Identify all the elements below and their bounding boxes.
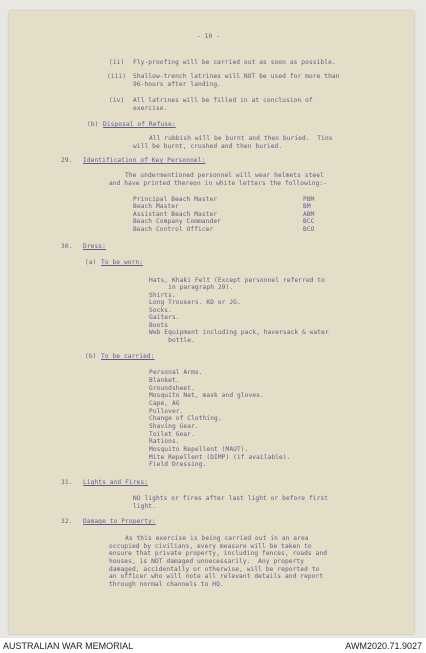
worn-item: Gaiters.: [149, 314, 180, 321]
worn-item: Shirts.: [149, 292, 176, 299]
carried-item: Field Dressing.: [149, 461, 207, 468]
personnel-role: Assistant Beach Master: [133, 211, 218, 218]
carried-item: Mite Repellent (DIMP) (if available).: [149, 454, 291, 461]
footer-source: AUSTRALIAN WAR MEMORIAL: [3, 641, 134, 651]
para-iii-line1: Shallow-trench latrines will NOT be used for more than: [133, 73, 340, 80]
section-32-heading: Damage to Property:: [83, 518, 156, 525]
section-32-line: an officer who will note all relevant details and report: [109, 573, 324, 580]
para-iii-line2: 96-hours after landing.: [133, 81, 221, 88]
worn-item: Long Trousers. KD or JG.: [149, 299, 241, 306]
sub-a-number: (a): [85, 259, 97, 266]
personnel-code: BCC: [303, 218, 315, 225]
carried-item: Shaving Gear.: [149, 423, 199, 430]
section-31-line1: NO lights or fires after last light or before first: [133, 495, 329, 502]
footer-accession-number: AWM2020.71.9027: [345, 641, 422, 651]
para-iv-line1: All latrines will be filled in at conclusion of: [133, 97, 313, 104]
section-29-heading: Identification of Key Personnel:: [83, 157, 206, 164]
section-32-line: houses, is NOT damaged unnecessarily. Any property: [109, 558, 305, 565]
section-32-line: through normal channels to HQ.: [109, 581, 224, 588]
section-32-line: As this exercise is being carried out in an area: [125, 535, 309, 542]
section-32-line: occupied by civilians, every measure will be taken to: [109, 543, 312, 550]
carried-item: Mosquito Repellent (MAUT).: [149, 446, 249, 453]
section-32-line: damaged, accidentally or otherwise, will be reported to: [109, 566, 320, 573]
worn-item: Hats, Khaki Felt (Except personnel referred to: [149, 277, 325, 284]
personnel-code: ABM: [303, 211, 315, 218]
carried-item: Change of Clothing.: [149, 415, 222, 422]
para-ii-text: Fly-proofing will be carried out as soon as possible.: [133, 59, 336, 66]
section-31-heading: Lights and Fires:: [83, 479, 149, 486]
personnel-role: Beach Master: [133, 203, 179, 210]
carried-item: Rations.: [149, 438, 180, 445]
para-iv-number: (iv): [109, 97, 125, 104]
personnel-role: Beach Company Commander: [133, 218, 221, 225]
section-32-line: ensure that private property, including fences, roads and: [109, 550, 328, 557]
personnel-code: BCO: [303, 226, 315, 233]
document-page: [9, 11, 414, 634]
carried-item: Groundsheet.: [149, 385, 195, 392]
section-29-number: 29.: [61, 157, 73, 164]
section-30-heading: Dress:: [83, 243, 106, 250]
para-b-number: (b): [87, 121, 99, 128]
worn-item: bottle.: [149, 337, 195, 344]
carried-item: Personal Arms.: [149, 369, 203, 376]
section-29-line1: The undermentioned personnel will wear helmets steel: [125, 172, 324, 179]
para-b-line2: will be burnt, crushed and then buried.: [133, 143, 283, 150]
sub-b-heading: To be carried:: [101, 353, 155, 360]
para-iv-line2: exercise.: [133, 105, 168, 112]
carried-item: Toilet Gear.: [149, 431, 195, 438]
section-31-number: 31.: [61, 479, 73, 486]
carried-item: Mosquito Net, mask and gloves.: [149, 392, 264, 399]
worn-item: Web Equipment including pack, haversack & water: [149, 329, 329, 336]
worn-item: Boots: [149, 322, 169, 329]
para-iii-number: (iii): [107, 73, 127, 80]
personnel-code: BM: [303, 203, 311, 210]
para-b-heading: Disposal of Refuse:: [103, 121, 176, 128]
section-32-number: 32.: [61, 518, 73, 525]
personnel-role: Beach Control Officer: [133, 226, 214, 233]
personnel-role: Principal Beach Master: [133, 196, 218, 203]
page-number: - 10 -: [197, 33, 220, 40]
sub-a-heading: To be worn:: [101, 259, 144, 266]
para-b-line1: All rubbish will be burnt and then buried. Tins: [149, 135, 333, 142]
worn-item: Socks.: [149, 307, 172, 314]
section-31-line2: light.: [133, 503, 156, 510]
section-29-line2: and have printed thereon in white letters the following:-: [109, 180, 328, 187]
footer-bar: [0, 638, 426, 653]
section-30-number: 30.: [61, 243, 73, 250]
sub-b-number: (b): [85, 353, 97, 360]
worn-item: in paragraph 29).: [149, 284, 234, 291]
para-ii-number: (ii): [109, 59, 125, 66]
carried-item: Cape, AG: [149, 400, 180, 407]
carried-item: Blanket.: [149, 377, 180, 384]
carried-item: Pullover.: [149, 408, 184, 415]
personnel-code: PBM: [303, 196, 315, 203]
